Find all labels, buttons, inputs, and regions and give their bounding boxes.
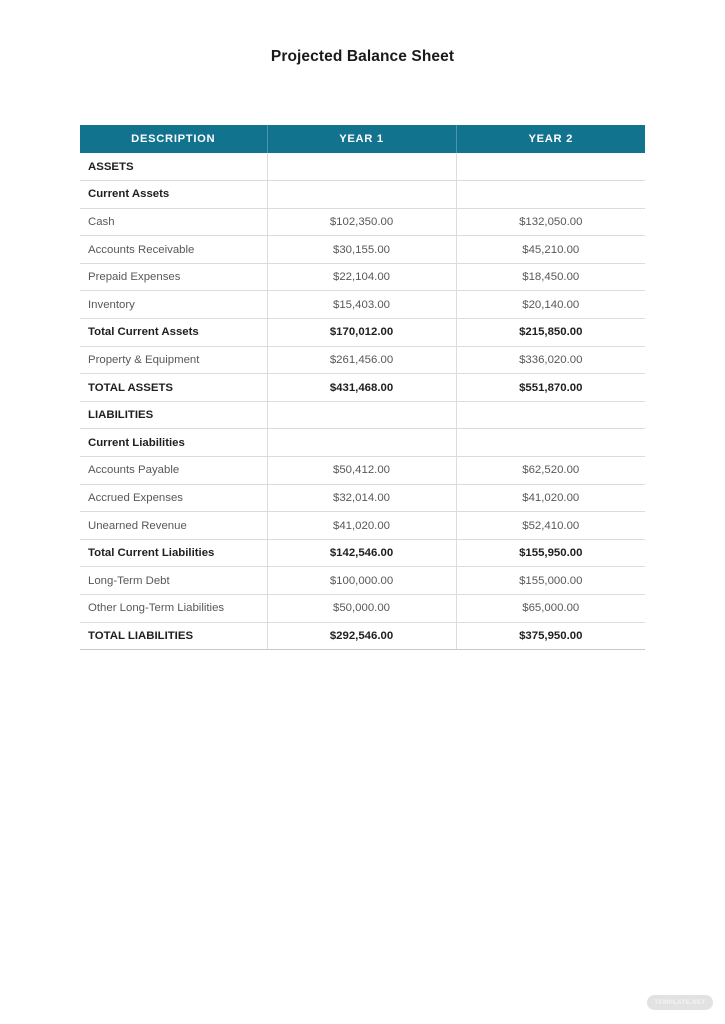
cell-year-1: $142,546.00 <box>267 539 456 567</box>
cell-year-2: $65,000.00 <box>456 595 645 623</box>
cell-year-2: $132,050.00 <box>456 208 645 236</box>
table-row <box>80 457 645 485</box>
cell-year-2 <box>456 181 645 209</box>
cell-description: Current Assets <box>80 181 267 209</box>
cell-year-2 <box>456 401 645 429</box>
cell-year-1: $15,403.00 <box>267 291 456 319</box>
table-row <box>80 374 645 402</box>
cell-year-1: $50,000.00 <box>267 595 456 623</box>
table-row <box>80 263 645 291</box>
cell-year-2: $155,950.00 <box>456 539 645 567</box>
cell-year-1: $32,014.00 <box>267 484 456 512</box>
table-row <box>80 429 645 457</box>
table-row <box>80 484 645 512</box>
cell-year-2: $62,520.00 <box>456 457 645 485</box>
table-row <box>80 319 645 347</box>
cell-description: Unearned Revenue <box>80 512 267 540</box>
cell-year-1: $50,412.00 <box>267 457 456 485</box>
cell-year-2: $20,140.00 <box>456 291 645 319</box>
table-row <box>80 622 645 650</box>
table-row <box>80 208 645 236</box>
cell-year-2: $375,950.00 <box>456 622 645 650</box>
table-row <box>80 291 645 319</box>
template-watermark <box>647 995 713 1010</box>
cell-description: Cash <box>80 208 267 236</box>
cell-year-2: $18,450.00 <box>456 263 645 291</box>
cell-year-2: $155,000.00 <box>456 567 645 595</box>
table-row <box>80 181 645 209</box>
cell-year-1: $41,020.00 <box>267 512 456 540</box>
cell-year-1: $22,104.00 <box>267 263 456 291</box>
cell-description: Total Current Liabilities <box>80 539 267 567</box>
cell-description: Current Liabilities <box>80 429 267 457</box>
cell-description: Total Current Assets <box>80 319 267 347</box>
cell-description: TOTAL LIABILITIES <box>80 622 267 650</box>
table-header <box>80 125 645 153</box>
cell-year-2: $336,020.00 <box>456 346 645 374</box>
cell-year-1 <box>267 153 456 181</box>
cell-year-1: $102,350.00 <box>267 208 456 236</box>
cell-description: Other Long-Term Liabilities <box>80 595 267 623</box>
watermark-label: TEMPLATE.NET <box>654 999 706 1006</box>
cell-description: Accrued Expenses <box>80 484 267 512</box>
cell-year-1 <box>267 181 456 209</box>
balance-sheet-table-wrapper <box>80 125 645 650</box>
table-body <box>80 153 645 650</box>
cell-description: ASSETS <box>80 153 267 181</box>
table-row <box>80 153 645 181</box>
cell-description: Prepaid Expenses <box>80 263 267 291</box>
cell-year-1: $261,456.00 <box>267 346 456 374</box>
table-header-row <box>80 125 645 153</box>
cell-description: Property & Equipment <box>80 346 267 374</box>
table-row <box>80 539 645 567</box>
table-row <box>80 346 645 374</box>
table-row <box>80 401 645 429</box>
cell-description: Long-Term Debt <box>80 567 267 595</box>
cell-year-1: $170,012.00 <box>267 319 456 347</box>
cell-year-2: $551,870.00 <box>456 374 645 402</box>
cell-year-1: $100,000.00 <box>267 567 456 595</box>
cell-year-2: $41,020.00 <box>456 484 645 512</box>
cell-year-2 <box>456 429 645 457</box>
table-row <box>80 512 645 540</box>
page-title: Projected Balance Sheet <box>270 48 455 65</box>
table-row <box>80 595 645 623</box>
cell-year-1 <box>267 429 456 457</box>
cell-description: Accounts Receivable <box>80 236 267 264</box>
cell-year-1 <box>267 401 456 429</box>
column-header-year-2: YEAR 2 <box>456 125 645 153</box>
table-row <box>80 236 645 264</box>
cell-year-1: $431,468.00 <box>267 374 456 402</box>
cell-year-2: $52,410.00 <box>456 512 645 540</box>
column-header-year-1: YEAR 1 <box>267 125 456 153</box>
cell-description: LIABILITIES <box>80 401 267 429</box>
balance-sheet-table <box>80 125 645 650</box>
cell-year-1: $292,546.00 <box>267 622 456 650</box>
cell-description: Accounts Payable <box>80 457 267 485</box>
cell-year-2: $215,850.00 <box>456 319 645 347</box>
cell-year-1: $30,155.00 <box>267 236 456 264</box>
cell-description: Inventory <box>80 291 267 319</box>
cell-description: TOTAL ASSETS <box>80 374 267 402</box>
table-row <box>80 567 645 595</box>
cell-year-2: $45,210.00 <box>456 236 645 264</box>
column-header-description: DESCRIPTION <box>80 125 267 153</box>
cell-year-2 <box>456 153 645 181</box>
